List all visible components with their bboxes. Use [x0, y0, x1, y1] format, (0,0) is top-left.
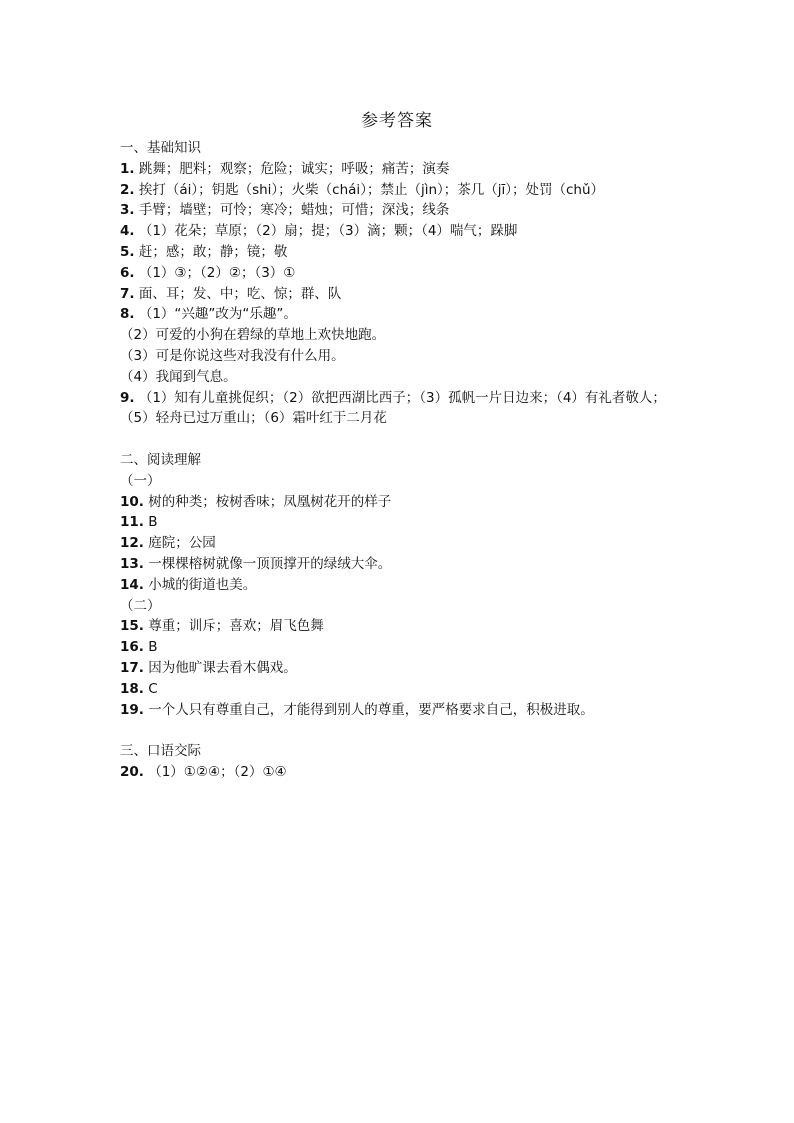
spacer: [120, 429, 680, 450]
answer-item: [120, 159, 680, 180]
item-answer: 小城的街道也美。: [143, 576, 257, 593]
answer-item: [120, 284, 680, 305]
answer-item: [120, 575, 680, 596]
item-answer: 赶；感；敢；静；镜；敬: [134, 243, 288, 260]
item-answer: 树的种类；桉树香味；凤凰树花开的样子: [143, 493, 392, 510]
answer-list: [120, 138, 680, 783]
answer-item: [120, 512, 680, 533]
text-line: 二、阅读理解: [120, 451, 201, 468]
item-number: 5.: [120, 243, 135, 260]
answer-item: [120, 304, 680, 325]
answer-item: [120, 616, 680, 637]
item-answer: （1）花朵；草原；（2）扇；提；（3）滴；颗；（4）喘气；跺脚: [134, 223, 518, 240]
item-answer: 挨打（ái）；钥匙（shi）；火柴（chái）；禁止（jìn）；茶几（jī）；处罚（chǔ）: [134, 181, 605, 198]
item-number: 2.: [120, 181, 135, 198]
answer-item: [120, 700, 680, 721]
item-answer: 面、耳；发、中；吃、惊；群、队: [134, 285, 342, 302]
spacer: [120, 720, 680, 741]
answer-item: [120, 242, 680, 263]
item-number: 10.: [120, 493, 144, 510]
answer-item: [120, 554, 680, 575]
item-number: 19.: [120, 701, 144, 718]
item-answer: 一棵棵榕树就像一顶顶撑开的绿绒大伞。: [143, 555, 392, 572]
item-answer: 一个人只有尊重自己，才能得到别人的尊重，要严格要求自己，积极进取。: [143, 701, 594, 718]
item-number: 11.: [120, 514, 144, 531]
item-number: 9.: [120, 389, 135, 406]
text-line: （4）我闻到气息。: [120, 368, 237, 385]
item-answer: C: [143, 680, 158, 697]
answer-item: [120, 533, 680, 554]
answer-item: [120, 388, 680, 430]
answer-item: [120, 679, 680, 700]
text-line: 三、口语交际: [120, 743, 201, 760]
item-number: 3.: [120, 202, 135, 219]
item-number: 8.: [120, 306, 135, 323]
item-number: 17.: [120, 659, 144, 676]
item-number: 12.: [120, 535, 144, 552]
item-answer: （1）①②④；（2）①④: [143, 763, 287, 780]
answer-item: [120, 492, 680, 513]
item-number: 1.: [120, 160, 135, 177]
item-answer: 跳舞；肥料；观察；危险；诚实；呼吸；痛苦；演奏: [134, 160, 450, 177]
item-answer: （1）③；（2）②；（3）①: [134, 264, 296, 281]
item-answer: （1）“兴趣”改为“乐趣”。: [134, 306, 297, 323]
answer-item: [120, 762, 680, 783]
item-number: 7.: [120, 285, 135, 302]
item-answer: 尊重；训斥；喜欢；眉飞色舞: [143, 618, 324, 635]
answer-item: [120, 221, 680, 242]
item-answer: 庭院；公园: [143, 535, 216, 552]
item-number: 6.: [120, 264, 135, 281]
text-line: 一、基础知识: [120, 140, 201, 156]
page-title: 参考答案: [361, 111, 433, 131]
item-number: 4.: [120, 223, 135, 240]
answer-item: [120, 637, 680, 658]
item-number: 15.: [120, 618, 144, 635]
item-answer: 手臂；墙壁；可怜；寒冷；蜡烛；可惜；深浅；线条: [134, 202, 450, 219]
item-answer: 因为他旷课去看木偶戏。: [143, 659, 297, 676]
item-answer: B: [143, 514, 158, 531]
text-line: （一）: [120, 472, 161, 489]
item-number: 18.: [120, 680, 144, 697]
item-number: 14.: [120, 576, 144, 593]
item-number: 16.: [120, 639, 144, 656]
text-line: （3）可是你说这些对我没有什么用。: [120, 347, 345, 364]
text-line: （二）: [120, 597, 161, 614]
answer-item: [120, 263, 680, 284]
answer-item: [120, 658, 680, 679]
item-number: 20.: [120, 763, 144, 780]
text-line: （2）可爱的小狗在碧绿的草地上欢快地跑。: [120, 327, 386, 344]
item-answer: B: [143, 639, 158, 656]
answer-item: [120, 180, 680, 201]
item-answer: （1）知有儿童挑促织；（2）欲把西湖比西子；（3）孤帆一片日边来；（4）有礼者敬人；（5）轻舟已过万重山；（6）霜叶红于二月花: [120, 389, 666, 427]
item-number: 13.: [120, 555, 144, 572]
answer-item: [120, 200, 680, 221]
